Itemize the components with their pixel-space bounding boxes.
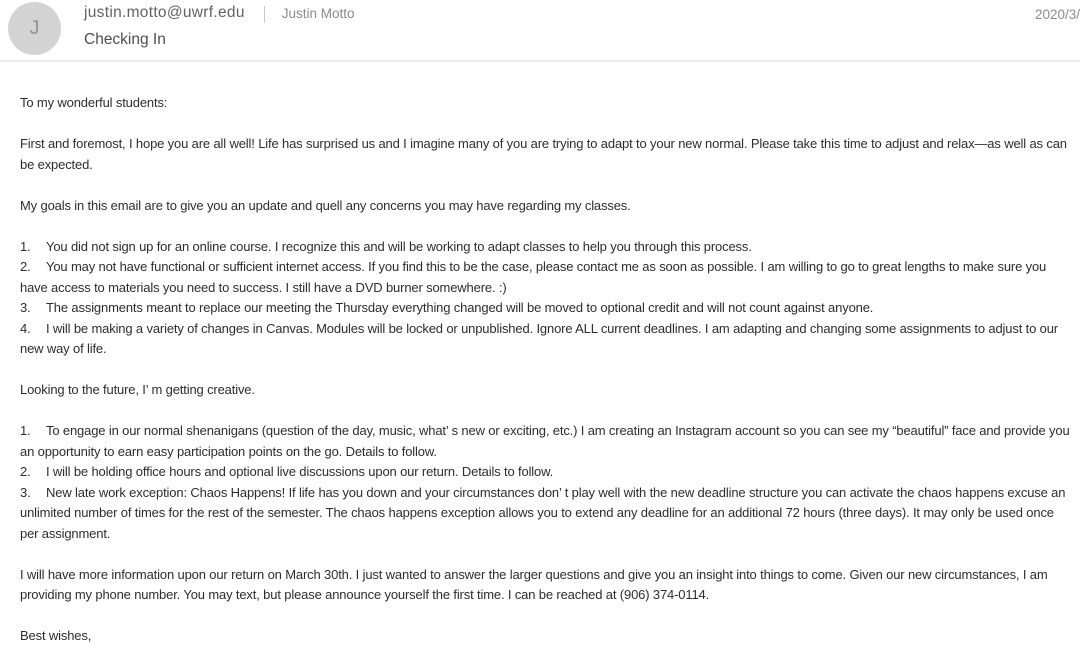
list-item-number: 1. [20,423,31,438]
goals-paragraph: My goals in this email are to give you an update and quell any concerns you may have regarding my classes. [20,197,631,213]
sender-avatar [8,2,61,55]
list-item-text: To engage in our normal shenanigans (question of the day, music, what’ s new or exciting, etc.) I am creating an Instagram account so you can see my “beautiful” face and provide you an opportunity to earn easy participation points on the go. Details to follow. [20,423,1070,459]
sender-email: justin.motto@uwrf.edu [84,4,245,21]
list-item-text: New late work exception: Chaos Happens! If life has you down and your circumstances don’ t play well with the new deadline structure you can activate the chaos happens excuse an unlimited number of times for the rest of the semester. The chaos happens exception allows you to extend any deadline for an additional 72 hours (three days). It may only be used once per assignment. [20,484,1066,541]
sender-row [84,4,355,23]
list-item-text: I will be making a variety of changes in Canvas. Modules will be locked or unpublished. Ignore ALL current deadlines. I am adapting and changing some assignments to adjust to our new way of life. [20,320,1058,356]
list-item-number: 4. [20,320,31,336]
intro-paragraph: First and foremost, I hope you are all well! Life has surprised us and I imagine many of you are trying to adapt to your new normal. Please take this time to adjust and relax—as well as can be expected. [20,136,1067,172]
list-item-text: The assignments meant to replace our meeting the Thursday everything changed will be moved to optional credit and will not count against anyone. [46,300,874,315]
email-date: 2020/3/ [1034,7,1080,22]
list-item [20,237,1070,258]
signoff-paragraph: Best wishes, [20,628,92,643]
list-item [20,483,1070,545]
future-paragraph: Looking to the future, I’ m getting creative. [20,382,255,397]
numbered-list-plans [20,421,1070,544]
list-item [20,462,1070,483]
list-item [20,319,1070,360]
list-item-number: 3. [20,484,31,500]
list-item-number: 2. [20,259,31,274]
greeting-paragraph: To my wonderful students: [20,95,168,110]
list-item-text: You may not have functional or sufficient internet access. If you find this to be the case, please contact me as soon as possible. I am willing to go to great lengths to make sure you have access to materials you need to success. I still have a DVD burner somewhere. :) [20,259,1047,295]
list-item [20,421,1070,462]
list-item-text: You did not sign up for an online course. I recognize this and will be working to adapt classes to help you through this process. [46,238,752,254]
list-item [20,298,1070,319]
list-item-number: 1. [20,238,31,254]
list-item [20,257,1070,298]
sender-name: Justin Motto [281,6,355,21]
closing-paragraph: I will have more information upon our return on March 30th. I just wanted to answer the larger questions and give you an insight into things to come. Given our new circumstances, I am providing my phone number. You may text, but please announce yourself the first time. I can be reached at (906) 374-0114. [20,566,1048,602]
list-item-number: 2. [20,464,31,479]
email-header [0,0,1080,62]
email-subject: Checking In [84,31,166,48]
header-vertical-divider [264,6,265,23]
numbered-list-concerns [20,237,1070,360]
header-main [84,4,355,49]
avatar-initial: J [29,17,40,39]
list-item-text: I will be holding office hours and optional live discussions upon our return. Details to follow. [46,464,554,479]
list-item-number: 3. [20,300,31,315]
email-body [0,62,1080,647]
